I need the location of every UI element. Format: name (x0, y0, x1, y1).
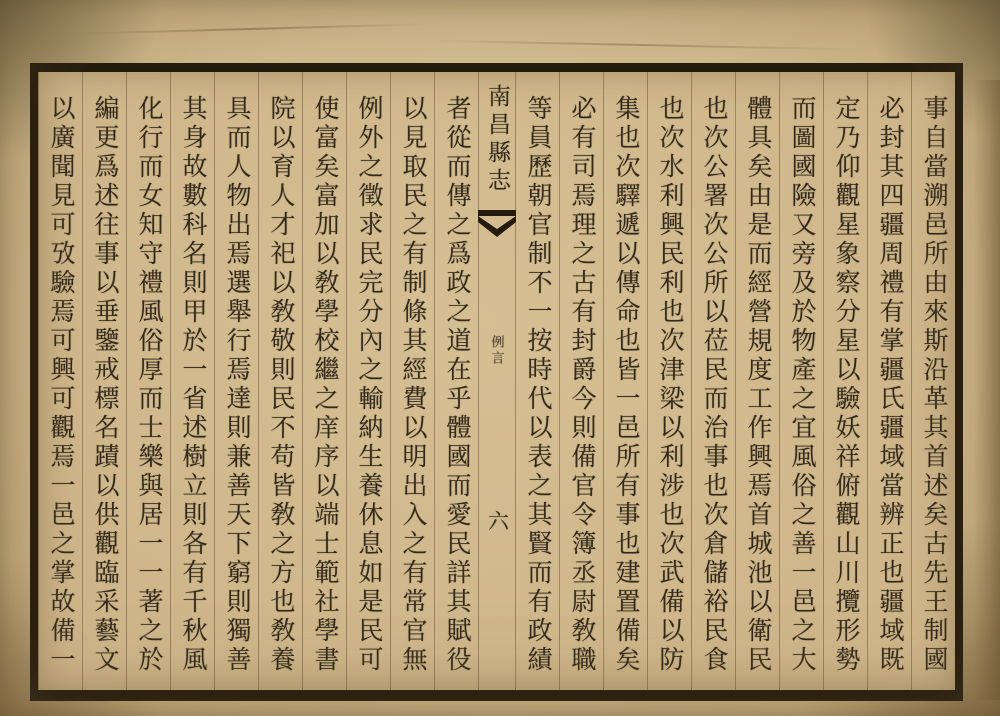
text-column: 事自當溯邑所由來斯沿革其首述矣古先王制國 (911, 72, 955, 690)
paper-crease (430, 40, 850, 51)
text-column: 以見取民之有制條其經費以明出入之有常官無 (390, 72, 434, 690)
text-column: 編更爲述往事以垂鑒戒標名蹟以供觀臨采藝文 (82, 72, 126, 690)
text-column: 例外之徵求民完分內之輸納生養休息如是民可 (346, 72, 390, 690)
fishtail-icon (478, 210, 516, 237)
text-column: 也次公署次公所以莅民而治事也次倉儲裕民食 (691, 72, 735, 690)
text-column: 必封其四疆周禮有掌疆氏疆域當辨正也疆域既 (867, 72, 911, 690)
text-column: 而圖國險又旁及於物產之宜風俗之善一邑之大 (779, 72, 823, 690)
text-column: 也次水利興民利也次津梁以利涉也次武備以防 (647, 72, 691, 690)
section-label: 例言 (489, 335, 505, 367)
text-column: 其身故數科名則甲於一省述樹立則各有千秋風 (170, 72, 214, 690)
text-column: 者從而傳之爲政之道在乎體國而愛民詳其賦役 (434, 72, 478, 690)
banxin-center-column (478, 72, 515, 690)
text-column: 具而人物出焉選舉行焉達則兼善天下窮則獨善 (214, 72, 258, 690)
text-column: 定乃仰觀星象察分星以驗妖祥俯觀山川攬形勢 (823, 72, 867, 690)
text-column: 使富矣富加以敎學校繼之庠序以端士範社學書 (302, 72, 346, 690)
text-column: 院以育人才祀以敎敬則民不苟皆敎之方也敎養 (258, 72, 302, 690)
text-column: 等員歷朝官制不一按時代以表之其賢而有政績 (515, 72, 559, 690)
text-column: 體具矣由是而經營規度工作興焉首城池以衛民 (735, 72, 779, 690)
paper-crease (70, 23, 430, 35)
border-frame (30, 63, 963, 701)
text-column: 以廣聞見可攷驗焉可興可觀焉一邑之掌故備一 (38, 72, 82, 690)
folio-number: 六 (485, 510, 510, 535)
text-column: 集也次驛遞以傳命也皆一邑所有事也建置備矣 (603, 72, 647, 690)
text-column: 必有司焉理之古有封爵今則備官令簿丞尉敎職 (559, 72, 603, 690)
book-title: 南昌縣志 (485, 84, 510, 196)
text-column: 化行而女知守禮風俗厚而士樂與居一一著之於 (126, 72, 170, 690)
text-columns (38, 72, 955, 690)
page-edge-shadow (974, 80, 1000, 700)
